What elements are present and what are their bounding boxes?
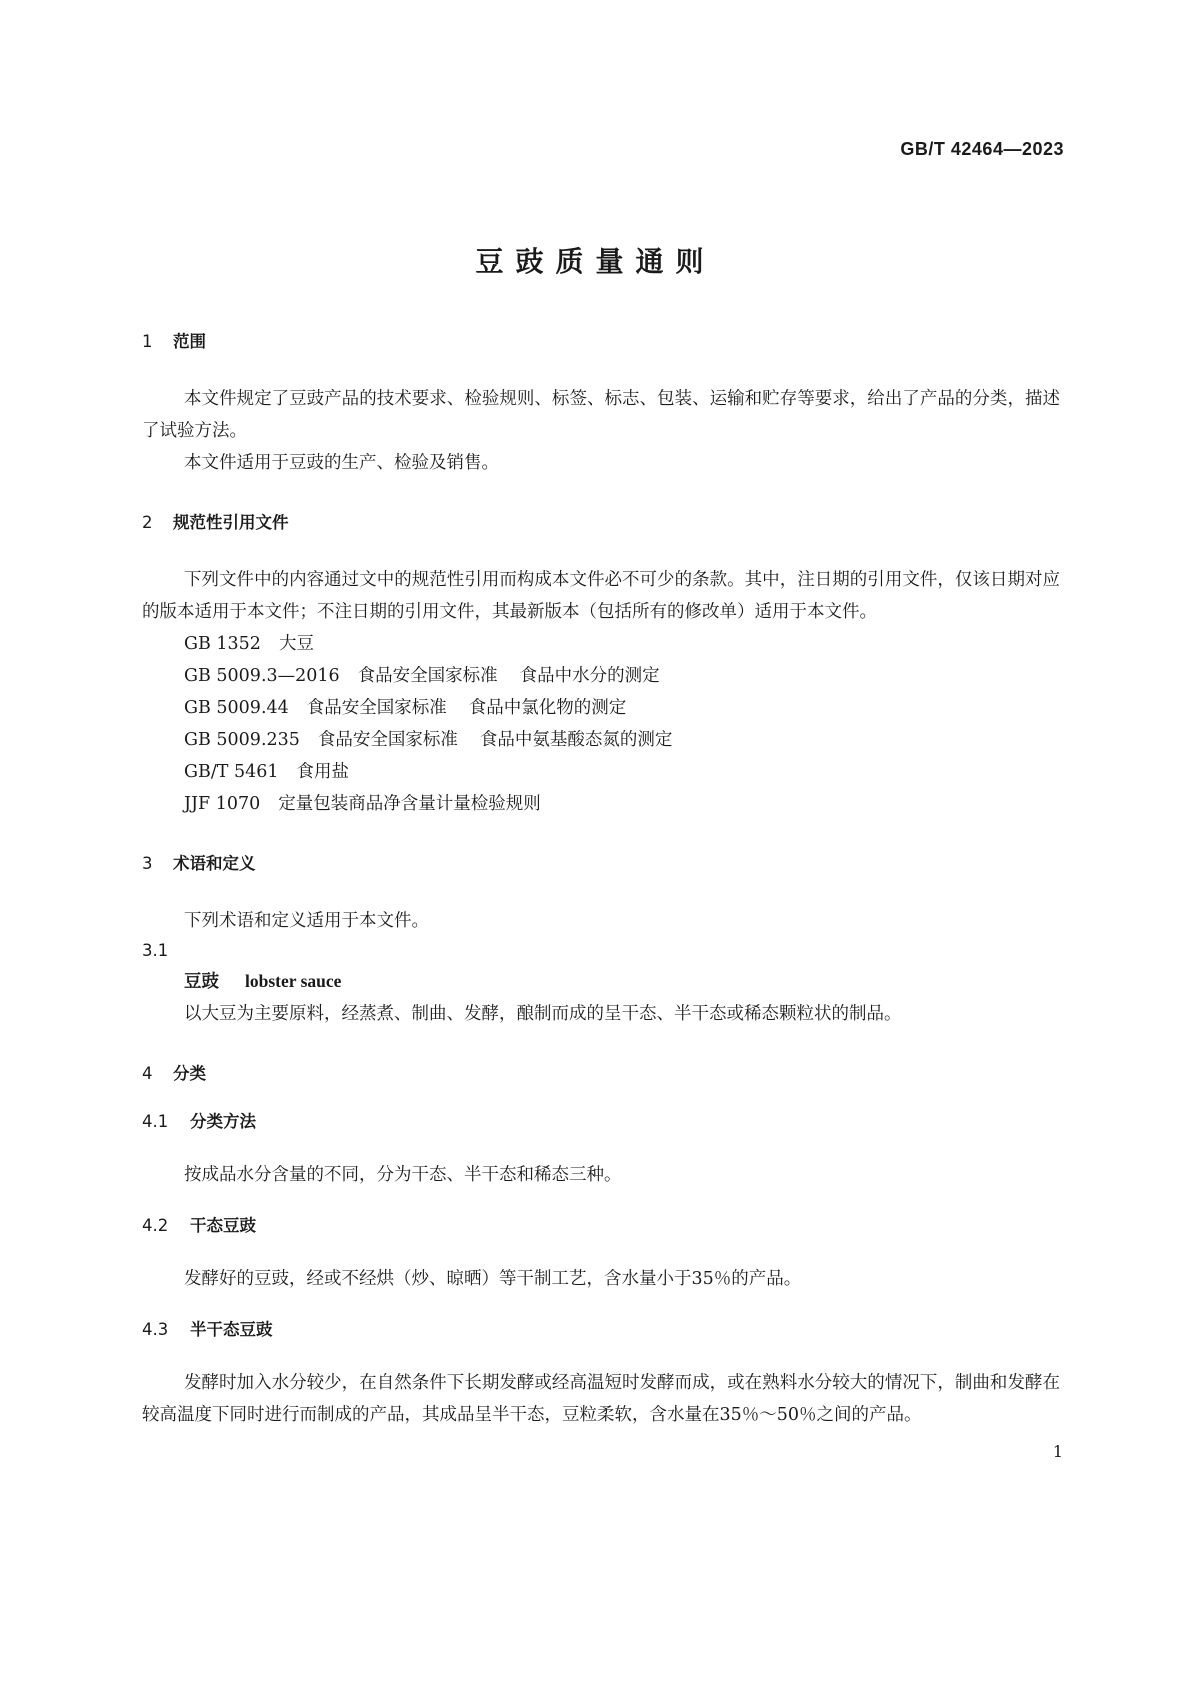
section-heading-classification [142, 1060, 1060, 1088]
page-number: 1 [1052, 1442, 1063, 1461]
paragraph: 发酵时加入水分较少，在自然条件下长期发酵或经高温短时发酵而成，或在熟料水分较大的情况下，制曲和发酵在较高温度下同时进行而制成的产品，其成品呈半干态，豆粒柔软，含水量在35％～50％之间的产品。 [142, 1373, 1060, 1425]
term-english: lobster sauce [245, 971, 342, 991]
reference-subtitle: 食品中水分的测定 [519, 666, 660, 686]
subsection-title: 干态豆豉 [190, 1216, 256, 1235]
section-number: 3 [142, 854, 153, 873]
reference-item [142, 692, 1060, 724]
term-definition: 以大豆为主要原料，经蒸煮、制曲、发酵，酿制而成的呈干态、半干态或稀态颗粒状的制品。 [184, 1004, 902, 1024]
section-heading-terms-definitions [142, 850, 1060, 878]
section-heading-scope [142, 328, 1060, 356]
section-title: 分类 [173, 1064, 206, 1083]
paragraph: 本文件规定了豆豉产品的技术要求、检验规则、标签、标志、包装、运输和贮存等要求，给出了产品的分类，描述了试验方法。 [142, 389, 1060, 441]
document-body [142, 328, 1060, 1431]
reference-subtitle: 食品中氨基酸态氮的测定 [479, 730, 673, 750]
reference-title: 食品安全国家标准 [357, 666, 498, 686]
subsection-number: 4.1 [142, 1112, 169, 1131]
reference-item [142, 756, 1060, 788]
standard-number: GB/T 42464—2023 [900, 139, 1064, 159]
reference-title: 定量包装商品净含量计量检验规则 [278, 794, 541, 814]
reference-subtitle: 食品中氯化物的测定 [468, 698, 627, 718]
paragraph: 下列文件中的内容通过文中的规范性引用而构成本文件必不可少的条款。其中，注日期的引用文件，仅该日期对应的版本适用于本文件；不注日期的引用文件，其最新版本（包括所有的修改单）适用于本文件。 [142, 570, 1060, 622]
section-title: 范围 [173, 332, 206, 351]
term-entry [142, 965, 1060, 998]
term-number: 3.1 [142, 941, 169, 960]
subsection-title: 半干态豆豉 [190, 1320, 273, 1339]
reference-item [142, 660, 1060, 692]
document-title: 豆豉质量通则 [475, 245, 716, 278]
reference-item [142, 724, 1060, 756]
section-number: 4 [142, 1064, 153, 1083]
subsection-number: 4.3 [142, 1320, 169, 1339]
subsection-heading-dry-douchi [142, 1212, 1060, 1240]
reference-title: 食品安全国家标准 [317, 730, 458, 750]
reference-code: GB/T 5461 [184, 762, 279, 782]
reference-title: 食品安全国家标准 [306, 698, 447, 718]
reference-item [142, 628, 1060, 660]
reference-code: JJF 1070 [184, 794, 261, 814]
paragraph: 按成品水分含量的不同，分为干态、半干态和稀态三种。 [184, 1165, 622, 1185]
section-number: 2 [142, 513, 153, 532]
paragraph: 下列术语和定义适用于本文件。 [184, 911, 429, 931]
reference-item [142, 788, 1060, 820]
reference-code: GB 5009.44 [184, 698, 289, 718]
reference-code: GB 5009.235 [184, 730, 300, 750]
reference-title: 大豆 [278, 634, 314, 654]
section-title: 术语和定义 [173, 854, 256, 873]
subsection-title: 分类方法 [190, 1112, 256, 1131]
section-title: 规范性引用文件 [173, 513, 289, 532]
paragraph: 发酵好的豆豉，经或不经烘（炒、晾晒）等干制工艺，含水量小于35％的产品。 [184, 1269, 802, 1289]
subsection-heading-semi-dry-douchi [142, 1316, 1060, 1344]
reference-code: GB 5009.3—2016 [184, 666, 340, 686]
reference-code: GB 1352 [184, 634, 261, 654]
subsection-heading-classification-method [142, 1108, 1060, 1136]
section-number: 1 [142, 332, 153, 351]
paragraph: 本文件适用于豆豉的生产、检验及销售。 [184, 453, 499, 473]
term-chinese: 豆豉 [184, 972, 219, 992]
subsection-number: 4.2 [142, 1216, 169, 1235]
reference-title: 食用盐 [296, 762, 350, 782]
section-heading-normative-references [142, 509, 1060, 537]
